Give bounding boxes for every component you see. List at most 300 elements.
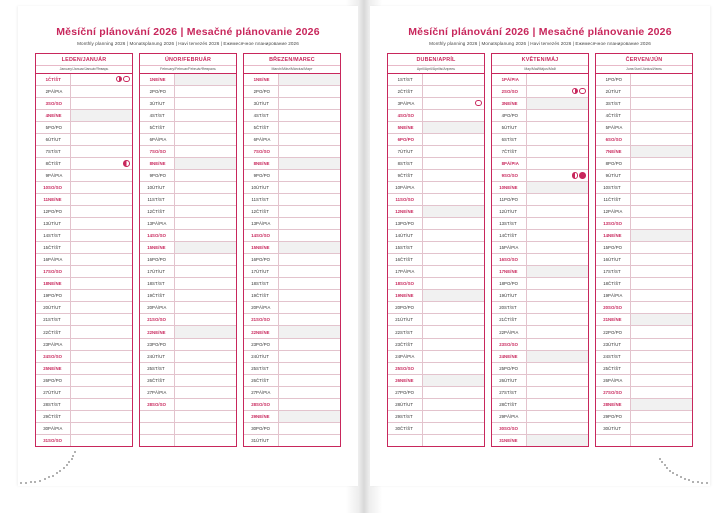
day-row [388, 362, 484, 374]
day-note-field[interactable] [175, 302, 237, 314]
day-note-field[interactable] [527, 386, 589, 398]
day-note-field[interactable] [631, 398, 693, 410]
day-row [492, 133, 588, 145]
day-row [244, 278, 340, 290]
day-note-field[interactable] [71, 242, 133, 254]
day-number: 8 [596, 157, 608, 169]
day-note-field[interactable] [631, 362, 693, 374]
day-note-field[interactable] [423, 74, 485, 86]
day-note-field[interactable] [423, 410, 485, 422]
day-note-field[interactable] [279, 85, 341, 97]
day-note-field[interactable] [71, 157, 133, 169]
day-of-week: PÁ/PIA [608, 290, 631, 302]
day-note-field[interactable] [71, 398, 133, 410]
day-note-field[interactable] [279, 242, 341, 254]
day-note-field[interactable] [279, 230, 341, 242]
day-note-field[interactable] [527, 254, 589, 266]
day-of-week: ÚT/UT [400, 230, 423, 242]
day-note-field[interactable] [527, 422, 589, 434]
day-row [492, 302, 588, 314]
day-note-field[interactable] [527, 266, 589, 278]
day-note-field[interactable] [527, 410, 589, 422]
day-number: 9 [244, 169, 256, 181]
day-note-field[interactable] [423, 85, 485, 97]
day-note-field[interactable] [631, 157, 693, 169]
day-note-field[interactable] [527, 169, 589, 181]
day-number: 28 [596, 398, 608, 410]
day-row [388, 85, 484, 97]
day-number: 14 [492, 230, 504, 242]
day-note-field[interactable] [527, 181, 589, 193]
day-number: 31 [43, 437, 48, 443]
day-note-field[interactable] [527, 374, 589, 386]
day-note-field[interactable] [423, 169, 485, 181]
day-note-field[interactable] [423, 290, 485, 302]
day-row [388, 422, 484, 434]
day-note-field[interactable] [527, 74, 589, 86]
day-number: 30 [596, 422, 608, 434]
day-number: 12 [36, 206, 48, 218]
day-note-field[interactable] [175, 74, 237, 86]
day-number [140, 434, 152, 446]
day-number: 12 [596, 206, 608, 218]
day-note-field[interactable] [631, 230, 693, 242]
day-note-field[interactable] [175, 398, 237, 410]
day-note-field[interactable] [423, 434, 485, 446]
day-note-field[interactable] [423, 398, 485, 410]
day-note-field[interactable] [175, 350, 237, 362]
day-note-field[interactable] [279, 109, 341, 121]
curl-dot [684, 478, 686, 480]
day-of-week: PÁ/PIA [400, 266, 423, 278]
day-number: 7 [596, 145, 608, 157]
day-number: 5 [492, 121, 504, 133]
day-note-field[interactable] [631, 145, 693, 157]
day-note-field[interactable] [71, 302, 133, 314]
day-note-field[interactable] [527, 350, 589, 362]
day-note-field[interactable] [71, 290, 133, 302]
day-number: 1 [492, 74, 504, 86]
day-note-field[interactable] [527, 230, 589, 242]
day-note-field[interactable] [175, 242, 237, 254]
day-note-field[interactable] [175, 230, 237, 242]
day-note-field[interactable] [175, 410, 237, 422]
day-note-field[interactable] [175, 85, 237, 97]
day-note-field[interactable] [631, 181, 693, 193]
day-note-field[interactable] [527, 326, 589, 338]
day-note-field[interactable] [71, 74, 133, 86]
day-row [244, 193, 340, 205]
day-of-week: PO/PO [504, 193, 527, 205]
day-note-field[interactable] [631, 410, 693, 422]
day-note-field[interactable] [279, 326, 341, 338]
day-note-field[interactable] [71, 254, 133, 266]
day-note-field[interactable] [423, 278, 485, 290]
month-block [243, 53, 341, 447]
day-number: 28 [492, 398, 504, 410]
day-note-field[interactable] [279, 302, 341, 314]
curl-dot [666, 467, 668, 469]
day-note-field[interactable] [423, 386, 485, 398]
day-row [388, 350, 484, 362]
day-note-field[interactable] [279, 193, 341, 205]
day-note-field[interactable] [175, 326, 237, 338]
day-note-field[interactable] [279, 97, 341, 109]
curl-dot [34, 481, 36, 483]
day-note-field[interactable] [71, 374, 133, 386]
day-note-field[interactable] [527, 362, 589, 374]
day-note-field[interactable] [631, 290, 693, 302]
day-row [140, 218, 236, 230]
day-of-week: PÁ/PIA [504, 242, 527, 254]
day-of-week: ST/ST [400, 242, 423, 254]
day-note-field[interactable] [631, 338, 693, 350]
day-note-field[interactable] [279, 157, 341, 169]
day-row [140, 121, 236, 133]
day-row [388, 386, 484, 398]
day-note-field[interactable] [175, 181, 237, 193]
day-note-field[interactable] [423, 266, 485, 278]
day-note-field[interactable] [175, 434, 237, 446]
day-number: 13 [36, 218, 48, 230]
day-row [36, 314, 132, 326]
day-note-field[interactable] [279, 278, 341, 290]
day-note-field[interactable] [423, 121, 485, 133]
day-note-field[interactable] [71, 386, 133, 398]
day-note-field[interactable] [71, 410, 133, 422]
day-number: 22 [388, 326, 400, 338]
day-note-field[interactable] [527, 302, 589, 314]
day-note-field[interactable] [423, 374, 485, 386]
day-number: 16 [492, 254, 504, 266]
day-note-field[interactable] [71, 133, 133, 145]
day-note-field[interactable] [279, 218, 341, 230]
day-note-field[interactable] [423, 145, 485, 157]
day-of-week: ČT/ŠT [48, 326, 71, 338]
day-note-field[interactable] [279, 290, 341, 302]
month-name: DUBEN/APRÍL [388, 54, 484, 66]
day-number: 24 [36, 350, 48, 362]
day-note-field[interactable] [279, 74, 341, 86]
day-of-week: ST/ST [504, 133, 527, 145]
day-note-field[interactable] [423, 314, 485, 326]
day-note-field[interactable] [279, 169, 341, 181]
day-note-field[interactable] [175, 254, 237, 266]
day-note-field[interactable] [279, 206, 341, 218]
day-note-field[interactable] [527, 193, 589, 205]
curl-dot [697, 481, 699, 483]
day-note-field[interactable] [71, 422, 133, 434]
month-name: ČERVEN/JÚN [596, 54, 692, 66]
day-note-field[interactable] [279, 145, 341, 157]
day-note-field[interactable] [631, 350, 693, 362]
day-note-field[interactable] [175, 193, 237, 205]
day-note-field[interactable] [279, 338, 341, 350]
moon-phase-group [571, 172, 586, 179]
day-note-field[interactable] [175, 362, 237, 374]
day-note-field[interactable] [71, 338, 133, 350]
day-row [244, 133, 340, 145]
day-note-field[interactable] [423, 254, 485, 266]
day-row [244, 398, 340, 410]
day-row [140, 398, 236, 410]
day-note-field[interactable] [423, 181, 485, 193]
day-number: 20 [492, 302, 504, 314]
day-number: 26 [388, 374, 400, 386]
day-of-week: ST/ST [608, 181, 631, 193]
day-of-week: PO/PO [152, 85, 175, 97]
day-note-field[interactable] [175, 422, 237, 434]
day-note-field[interactable] [631, 374, 693, 386]
day-note-field[interactable] [71, 218, 133, 230]
day-row [244, 254, 340, 266]
day-note-field[interactable] [631, 434, 693, 446]
day-of-week: PÁ/PIA [48, 85, 71, 97]
day-number [140, 422, 152, 434]
day-note-field[interactable] [71, 193, 133, 205]
day-note-field[interactable] [175, 145, 237, 157]
day-of-week: SO/SO [48, 181, 71, 193]
day-note-field[interactable] [423, 218, 485, 230]
day-number: 29 [596, 410, 608, 422]
day-number: 13 [140, 218, 152, 230]
day-note-field[interactable] [175, 386, 237, 398]
day-of-week: SO/SO [152, 398, 175, 410]
day-note-field[interactable] [631, 74, 693, 86]
day-row [36, 109, 132, 121]
day-note-field[interactable] [71, 350, 133, 362]
day-note-field[interactable] [527, 85, 589, 97]
day-note-field[interactable] [631, 302, 693, 314]
day-note-field[interactable] [279, 254, 341, 266]
day-of-week: ČT/ŠT [152, 374, 175, 386]
day-note-field[interactable] [423, 193, 485, 205]
day-note-field[interactable] [423, 422, 485, 434]
day-note-field[interactable] [71, 145, 133, 157]
day-note-field[interactable] [279, 362, 341, 374]
day-note-field[interactable] [527, 97, 589, 109]
day-note-field[interactable] [631, 97, 693, 109]
day-note-field[interactable] [279, 350, 341, 362]
day-note-field[interactable] [175, 278, 237, 290]
day-note-field[interactable] [631, 314, 693, 326]
day-of-week: NE/NE [608, 314, 631, 326]
day-note-field[interactable] [631, 121, 693, 133]
day-note-field[interactable] [279, 422, 341, 434]
day-note-field[interactable] [279, 314, 341, 326]
day-of-week: ČT/ŠT [400, 254, 423, 266]
day-number: 15 [492, 242, 504, 254]
day-row [36, 206, 132, 218]
title-sk-left: Mesačné plánovanie 2026 [186, 26, 320, 38]
day-of-week: NE/NE [504, 181, 527, 193]
day-number: 24 [244, 350, 256, 362]
day-row [244, 410, 340, 422]
day-note-field[interactable] [71, 121, 133, 133]
day-note-field[interactable] [527, 314, 589, 326]
day-note-field[interactable] [279, 386, 341, 398]
day-note-field[interactable] [527, 121, 589, 133]
day-note-field[interactable] [631, 242, 693, 254]
day-note-field[interactable] [175, 266, 237, 278]
day-note-field[interactable] [175, 97, 237, 109]
day-number: 10 [244, 181, 256, 193]
day-note-field[interactable] [423, 206, 485, 218]
day-note-field[interactable] [527, 133, 589, 145]
day-note-field[interactable] [423, 302, 485, 314]
day-note-field[interactable] [423, 97, 485, 109]
curl-dot [59, 470, 61, 472]
day-note-field[interactable] [631, 169, 693, 181]
day-note-field[interactable] [631, 386, 693, 398]
day-note-field[interactable] [71, 206, 133, 218]
day-note-field[interactable] [527, 242, 589, 254]
day-note-field[interactable] [631, 133, 693, 145]
day-note-field[interactable] [279, 266, 341, 278]
day-note-field[interactable] [175, 133, 237, 145]
month-day-table [140, 74, 236, 446]
day-note-field[interactable] [175, 314, 237, 326]
day-note-field[interactable] [527, 157, 589, 169]
day-number: 29 [492, 410, 504, 422]
day-note-field[interactable] [527, 278, 589, 290]
day-number: 7 [244, 145, 256, 157]
day-note-field[interactable] [71, 362, 133, 374]
day-note-field[interactable] [631, 218, 693, 230]
curl-dot [68, 461, 70, 463]
day-note-field[interactable] [527, 145, 589, 157]
day-note-field[interactable] [71, 97, 133, 109]
day-note-field[interactable] [631, 193, 693, 205]
day-number: 13 [596, 218, 608, 230]
day-note-field[interactable] [631, 326, 693, 338]
day-note-field[interactable] [527, 206, 589, 218]
day-note-field[interactable] [71, 266, 133, 278]
day-note-field[interactable] [279, 181, 341, 193]
day-note-field[interactable] [71, 169, 133, 181]
day-number: 16 [596, 254, 608, 266]
day-note-field[interactable] [423, 362, 485, 374]
day-number: 2 [140, 85, 152, 97]
day-of-week: PO/PO [152, 169, 175, 181]
day-row [596, 302, 692, 314]
day-row [596, 326, 692, 338]
month-translations: February/Februar/Február/Февраль [140, 66, 236, 74]
day-of-week: NE/NE [400, 121, 423, 133]
day-number: 25 [492, 362, 504, 374]
day-of-week: ČT/ŠT [256, 206, 279, 218]
day-note-field[interactable] [631, 254, 693, 266]
day-note-field[interactable] [423, 242, 485, 254]
day-of-week: PO/PO [48, 290, 71, 302]
day-note-field[interactable] [631, 266, 693, 278]
day-note-field[interactable] [279, 434, 341, 446]
day-of-week [152, 434, 175, 446]
title-sk-right: Mesačné plánovanie 2026 [538, 26, 672, 38]
day-note-field[interactable] [71, 326, 133, 338]
day-note-field[interactable] [175, 169, 237, 181]
day-number: 9 [36, 169, 48, 181]
day-note-field[interactable] [423, 133, 485, 145]
day-of-week: PO/PO [256, 422, 279, 434]
day-note-field[interactable] [423, 109, 485, 121]
day-note-field[interactable] [71, 314, 133, 326]
day-note-field[interactable] [175, 374, 237, 386]
day-note-field[interactable] [527, 434, 589, 446]
day-number: 9 [140, 169, 152, 181]
day-of-week: ČT/ŠT [504, 145, 527, 157]
day-number: 28 [244, 398, 256, 410]
day-note-field[interactable] [71, 278, 133, 290]
day-note-field[interactable] [175, 290, 237, 302]
day-row [492, 193, 588, 205]
day-of-week: ČT/ŠT [48, 410, 71, 422]
day-note-field[interactable] [423, 157, 485, 169]
day-number: 21 [492, 314, 504, 326]
day-row [388, 290, 484, 302]
day-note-field[interactable] [175, 218, 237, 230]
day-note-field[interactable] [631, 85, 693, 97]
day-of-week [608, 434, 631, 446]
day-note-field[interactable] [279, 133, 341, 145]
day-note-field[interactable] [71, 109, 133, 121]
day-number: 21 [244, 314, 256, 326]
day-note-field[interactable] [527, 398, 589, 410]
moon-full-icon [579, 88, 586, 95]
day-note-field[interactable] [423, 338, 485, 350]
month-name: ÚNOR/FEBRUÁR [140, 54, 236, 66]
day-note-field[interactable] [71, 181, 133, 193]
day-note-field[interactable] [631, 206, 693, 218]
day-row [388, 434, 484, 446]
day-note-field[interactable] [631, 109, 693, 121]
day-note-field[interactable] [423, 350, 485, 362]
day-note-field[interactable] [527, 290, 589, 302]
day-of-week: SO/SO [256, 314, 279, 326]
day-note-field[interactable] [71, 434, 133, 446]
day-number: 12 [388, 206, 400, 218]
day-number: 30 [36, 422, 48, 434]
day-note-field[interactable] [175, 338, 237, 350]
day-note-field[interactable] [527, 109, 589, 121]
day-note-field[interactable] [423, 230, 485, 242]
day-row [388, 97, 484, 109]
day-note-field[interactable] [631, 278, 693, 290]
day-note-field[interactable] [175, 121, 237, 133]
day-note-field[interactable] [279, 374, 341, 386]
day-note-field[interactable] [175, 206, 237, 218]
day-of-week: ST/ST [256, 109, 279, 121]
day-note-field[interactable] [279, 398, 341, 410]
day-note-field[interactable] [279, 121, 341, 133]
day-row [596, 133, 692, 145]
day-row [492, 74, 588, 86]
day-note-field[interactable] [175, 109, 237, 121]
day-of-week: ČT/ŠT [504, 314, 527, 326]
day-number: 8 [140, 157, 152, 169]
day-note-field[interactable] [71, 230, 133, 242]
day-of-week: PÁ/PIA [256, 302, 279, 314]
day-of-week: SO/SO [608, 218, 631, 230]
day-note-field[interactable] [631, 422, 693, 434]
day-note-field[interactable] [527, 218, 589, 230]
day-note-field[interactable] [279, 410, 341, 422]
day-note-field[interactable] [527, 338, 589, 350]
day-note-field[interactable] [423, 326, 485, 338]
day-note-field[interactable] [71, 85, 133, 97]
day-note-field[interactable] [175, 157, 237, 169]
day-row [244, 434, 340, 446]
